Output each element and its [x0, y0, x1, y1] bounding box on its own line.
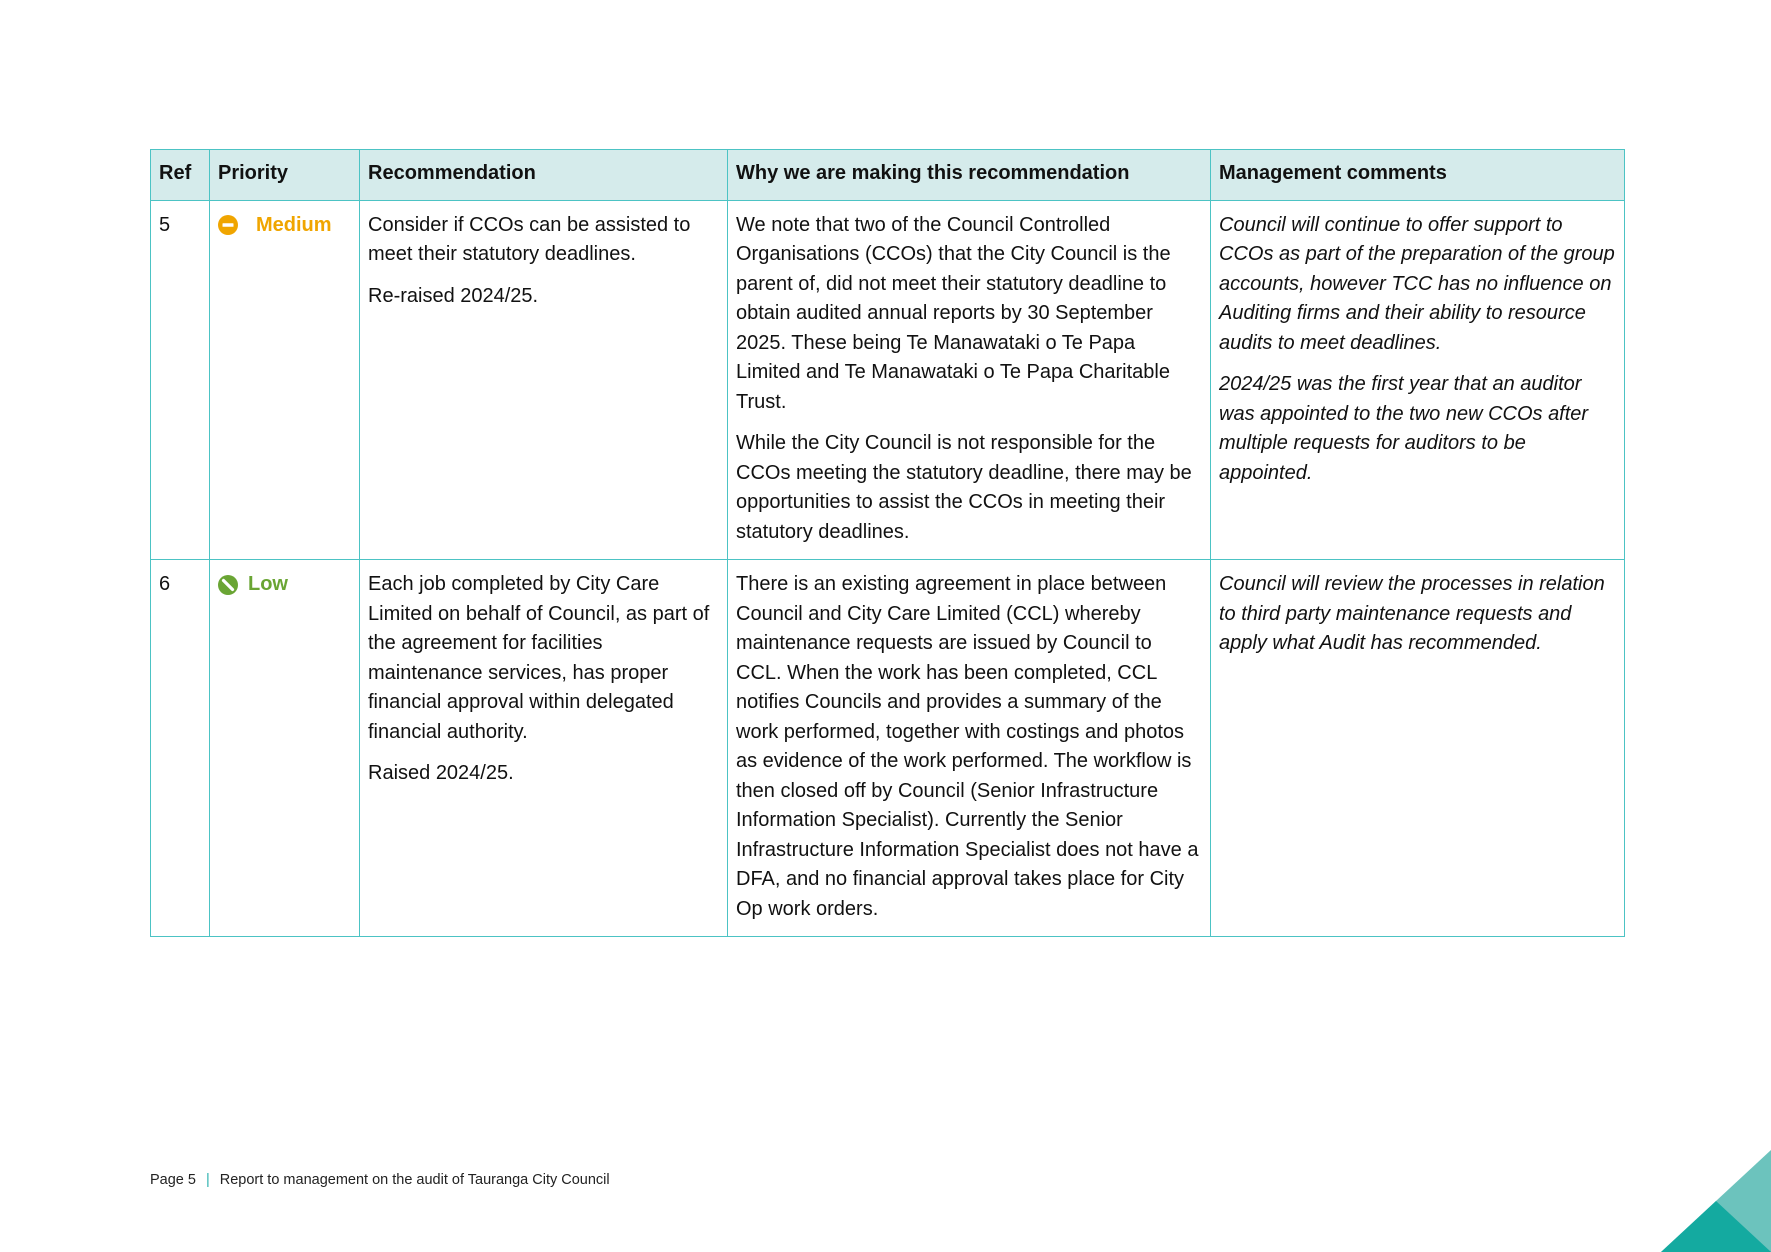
header-priority: Priority: [210, 150, 360, 201]
priority-label: Medium: [256, 213, 332, 236]
table-header-row: [151, 150, 1625, 201]
why-paragraph: We note that two of the Council Controlled Organisations (CCOs) that the City Council is the parent of, did not meet their statutory deadline to obtain audited annual reports by 30 September 2025. These being Te Manawataki o Te Papa Limited and Te Manawataki o Te Papa Charitable Trust.: [736, 213, 1171, 413]
management-comments-cell: [1211, 560, 1625, 937]
why-paragraph: While the City Council is not responsible for the CCOs meeting the statutory deadline, there may be opportunities to assist the CCOs in meeting their statutory deadlines.: [736, 432, 1192, 543]
why-paragraph: There is an existing agreement in place between Council and City Care Limited (CCL) whereby maintenance requests are issued by Council to CCL. When the work has been completed, CCL notifies Councils and provides a summary of the work performed, together with costings and photos as evidence of the work performed. The workflow is then closed off by Council (Senior Infrastructure Information Specialist). Currently the Senior Infrastructure Information Specialist does not have a DFA, and no financial approval takes place for City Op work orders.: [736, 573, 1199, 920]
header-why: Why we are making this recommendation: [728, 150, 1211, 201]
page-number: Page 5: [150, 1172, 196, 1188]
ref-cell: 5: [151, 200, 210, 560]
why-cell: [728, 560, 1211, 937]
priority-low: [218, 570, 351, 600]
header-recommendation: Recommendation: [360, 150, 728, 201]
why-cell: [728, 200, 1211, 560]
header-management-comments: Management comments: [1211, 150, 1625, 201]
table-row: [151, 560, 1625, 937]
raised-note: Re-raised 2024/25.: [368, 284, 539, 307]
medium-priority-icon: [218, 215, 238, 235]
raised-note: Raised 2024/25.: [368, 762, 514, 784]
management-comments-cell: [1211, 200, 1625, 560]
management-paragraph: 2024/25 was the first year that an auditor was appointed to the two new CCOs after multiple requests for auditors to be appointed.: [1219, 373, 1589, 484]
ref-cell: 6: [151, 560, 210, 937]
priority-cell: [210, 560, 360, 937]
management-paragraph: Council will review the processes in relation to third party maintenance requests and apply what Audit has recommended.: [1219, 573, 1605, 654]
priority-medium: [218, 211, 351, 241]
table-row: [151, 200, 1625, 560]
header-ref: Ref: [151, 150, 210, 201]
recommendation-text: Consider if CCOs can be assisted to meet their statutory deadlines.: [368, 213, 691, 265]
priority-label: Low: [248, 573, 288, 595]
footer-separator: |: [205, 1172, 210, 1188]
management-paragraph: Council will continue to offer support to CCOs as part of the preparation of the group accounts, however TCC has no influence on Auditing firms and their ability to resource audits to meet deadlines.: [1219, 213, 1615, 354]
recommendation-text: Each job completed by City Care Limited on behalf of Council, as part of the agreement for facilities maintenance services, has proper financial approval within delegated financial authority.: [368, 573, 710, 743]
recommendation-cell: [360, 200, 728, 560]
priority-cell: [210, 200, 360, 560]
recommendation-cell: [360, 560, 728, 937]
low-priority-icon: [218, 575, 238, 595]
report-title: Report to management on the audit of Tauranga City Council: [219, 1172, 610, 1188]
corner-triangle-logo: [1661, 1150, 1771, 1252]
page-footer: [150, 1172, 610, 1188]
recommendations-table: [150, 149, 1625, 937]
